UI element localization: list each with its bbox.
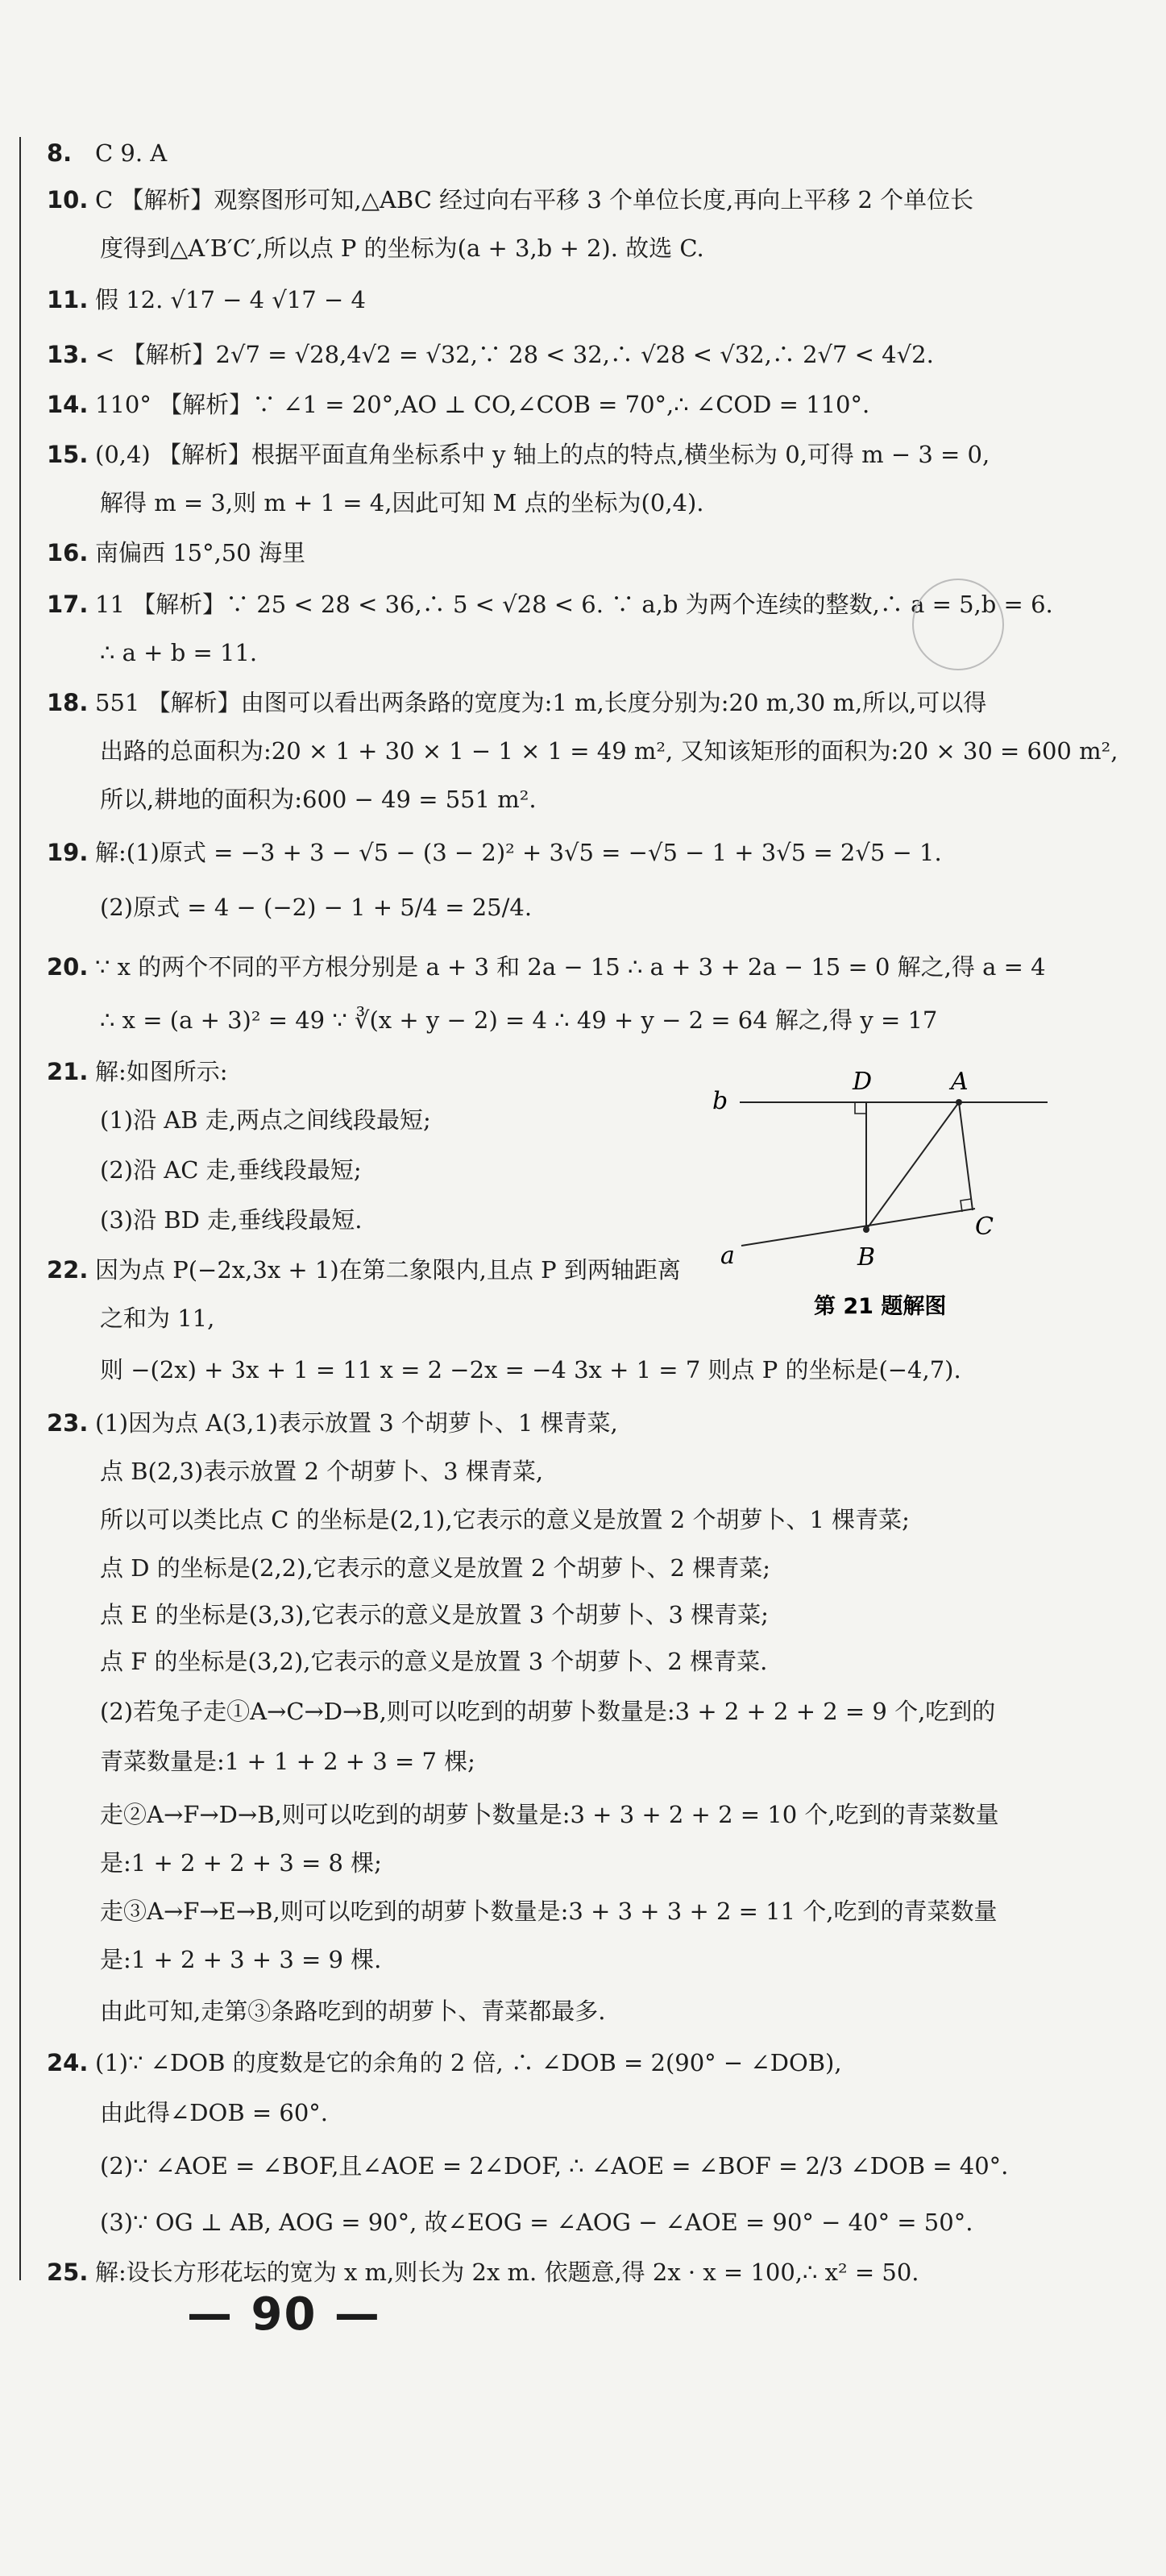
segment-AC: [959, 1102, 973, 1210]
answer-line: 由此得∠DOB = 60°.: [100, 2099, 328, 2126]
answer-line: (2)∵ ∠AOE = ∠BOF,且∠AOE = 2∠DOF, ∴ ∠AOE = ∠BOF = 2/3 ∠DOB = 40°.: [100, 2152, 1009, 2180]
answer-line: 18. 551 【解析】由图可以看出两条路的宽度为:1 m,长度分别为:20 m,30 m,所以,可以得: [47, 689, 987, 716]
label-B: B: [857, 1243, 876, 1271]
label-A: A: [951, 1068, 969, 1096]
label-C: C: [975, 1213, 994, 1241]
answer-line: 点 F 的坐标是(3,2),它表示的意义是放置 3 个胡萝卜、2 棵青菜.: [100, 1648, 768, 1675]
answer-line: 之和为 11,: [100, 1305, 215, 1332]
answer-line: 13. < 【解析】2√7 = √28,4√2 = √32,∵ 28 < 32,∴ √28 < √32,∴ 2√7 < 4√2.: [47, 341, 934, 368]
answer-line: 25. 解:设长方形花坛的宽为 x m,则长为 2x m. 依题意,得 2x · x = 100,∴ x² = 50.: [47, 2259, 919, 2286]
answer-line: 20. ∵ x 的两个不同的平方根分别是 a + 3 和 2a − 15 ∴ a + 3 + 2a − 15 = 0 解之,得 a = 4: [47, 953, 1046, 981]
answer-line: (3)沿 BD 走,垂线段最短.: [100, 1206, 363, 1234]
answer-line: 出路的总面积为:20 × 1 + 30 × 1 − 1 × 1 = 49 m², 又知该矩形的面积为:20 × 30 = 600 m²,: [100, 737, 1118, 765]
answer-line: (2)若兔子走①A→C→D→B,则可以吃到的胡萝卜数量是:3 + 2 + 2 + 2 = 9 个,吃到的: [100, 1698, 996, 1725]
figure-21-diagram: [709, 1064, 1072, 1338]
answer-line: 10. C 【解析】观察图形可知,△ABC 经过向右平移 3 个单位长度,再向上平移 2 个单位长: [47, 186, 974, 214]
answer-line: 是:1 + 2 + 3 + 3 = 9 棵.: [100, 1946, 382, 1973]
label-a: a: [720, 1242, 735, 1270]
answer-line: 23. (1)因为点 A(3,1)表示放置 3 个胡萝卜、1 棵青菜,: [47, 1409, 618, 1437]
label-D: D: [853, 1068, 873, 1096]
answer-line: 走③A→F→E→B,则可以吃到的胡萝卜数量是:3 + 3 + 3 + 2 = 11 个,吃到的青菜数量: [100, 1898, 998, 1925]
answer-line: 是:1 + 2 + 2 + 3 = 8 棵;: [100, 1849, 382, 1877]
segment-AB: [866, 1102, 959, 1230]
point-B: [863, 1226, 869, 1233]
answer-line: (3)∵ OG ⊥ AB, AOG = 90°, 故∠EOG = ∠AOG − ∠AOE = 90° − 40° = 50°.: [100, 2209, 973, 2236]
line-a: [741, 1209, 975, 1246]
answer-line: 点 D 的坐标是(2,2),它表示的意义是放置 2 个胡萝卜、2 棵青菜;: [100, 1554, 770, 1582]
label-b: b: [712, 1087, 728, 1115]
answer-line: 由此可知,走第③条路吃到的胡萝卜、青菜都最多.: [100, 1997, 606, 2025]
answer-line: 度得到△A′B′C′,所以点 P 的坐标为(a + 3,b + 2). 故选 C.: [100, 234, 704, 262]
figure-caption: 第 21 题解图: [814, 1294, 947, 1319]
faint-stamp: [912, 579, 1004, 670]
answer-line: 则 −(2x) + 3x + 1 = 11 x = 2 −2x = −4 3x + 1 = 7 则点 P 的坐标是(−4,7).: [100, 1356, 961, 1383]
answer-line: 所以可以类比点 C 的坐标是(2,1),它表示的意义是放置 2 个胡萝卜、1 棵青菜;: [100, 1506, 910, 1533]
answer-line: 解得 m = 3,则 m + 1 = 4,因此可知 M 点的坐标为(0,4).: [100, 489, 704, 516]
answer-line: 19. 解:(1)原式 = −3 + 3 − √5 − (3 − 2)² + 3√5 = −√5 − 1 + 3√5 = 2√5 − 1.: [47, 839, 942, 866]
answer-line: (2)沿 AC 走,垂线段最短;: [100, 1156, 362, 1184]
answer-line: 14. 110° 【解析】∵ ∠1 = 20°,AO ⊥ CO,∠COB = 70°,∴ ∠COD = 110°.: [47, 391, 870, 418]
answer-line: 17. 11 【解析】∵ 25 < 28 < 36,∴ 5 < √28 < 6. ∵ a,b 为两个连续的整数,∴ a = 5,b = 6.: [47, 591, 1053, 618]
point-A: [956, 1099, 962, 1105]
answer-line: (2)原式 = 4 − (−2) − 1 + 5/4 = 25/4.: [100, 894, 533, 921]
answer-line: 走②A→F→D→B,则可以吃到的胡萝卜数量是:3 + 3 + 2 + 2 = 10 个,吃到的青菜数量: [100, 1801, 999, 1828]
answer-line: 22. 因为点 P(−2x,3x + 1)在第二象限内,且点 P 到两轴距离: [47, 1256, 681, 1284]
answer-line: 点 B(2,3)表示放置 2 个胡萝卜、3 棵青菜,: [100, 1458, 544, 1485]
answer-line: 青菜数量是:1 + 1 + 2 + 3 = 7 棵;: [100, 1748, 475, 1775]
answer-line: 15. (0,4) 【解析】根据平面直角坐标系中 y 轴上的点的特点,横坐标为 0,可得 m − 3 = 0,: [47, 441, 990, 468]
answer-line: 24. (1)∵ ∠DOB 的度数是它的余角的 2 倍, ∴ ∠DOB = 2(90° − ∠DOB),: [47, 2049, 842, 2076]
answer-line: 16. 南偏西 15°,50 海里: [47, 539, 305, 566]
answer-line: ∴ x = (a + 3)² = 49 ∵ ∛(x + y − 2) = 4 ∴ 49 + y − 2 = 64 解之,得 y = 17: [100, 1006, 938, 1034]
answer-line: 点 E 的坐标是(3,3),它表示的意义是放置 3 个胡萝卜、3 棵青菜;: [100, 1601, 769, 1628]
answer-line: (1)沿 AB 走,两点之间线段最短;: [100, 1106, 431, 1134]
answer-line: 21. 解:如图所示:: [47, 1058, 228, 1085]
margin-rule: [19, 137, 21, 2280]
answer-line: ∴ a + b = 11.: [100, 639, 258, 666]
right-angle-D: [855, 1102, 866, 1114]
answer-line: 8. C 9. A: [47, 139, 168, 167]
answer-line: 所以,耕地的面积为:600 − 49 = 551 m².: [100, 786, 537, 813]
page-number: — 90 —: [187, 2288, 381, 2341]
answer-line: 11. 假 12. √17 − 4 √17 − 4: [47, 286, 366, 313]
